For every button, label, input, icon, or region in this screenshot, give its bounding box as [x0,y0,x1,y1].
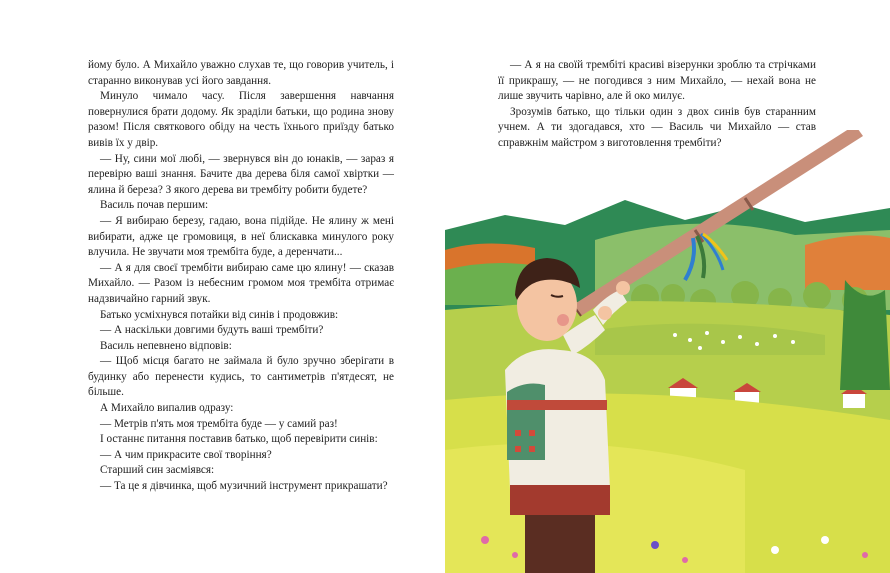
paragraph: Зрозумів батько, що тільки один з двох синів був старанним учнем. А ти здогадався, хто — Василь чи Михайло — став справжнім майстром з виготовлення трембіти? [498,105,816,149]
orange-hill [805,235,890,290]
paragraph: Василь непевнено відповів: [100,339,232,352]
illustration-svg [445,130,890,573]
illustration-boy-with-trembita [445,130,890,573]
paragraph: Минуло чимало часу. Після завершення навчання повернулися брати додому. Як зраділи батьки, що родина знову разом! Після святкового обіду на честь їхнього приїзду батько вивів їх у двір. [88,90,394,149]
left-text-column [88,58,394,495]
paragraph: — Ну, сини мої любі, — звернувся він до юнаків, — зараз я перевірю ваші знання. Бачите два дерева біля самої хвіртки — ялина й береза? З якого дерева ви трембіту робити будете? [88,152,394,196]
paragraph: — Метрів п'ять моя трембіта буде — у самий раз! [100,417,338,430]
paragraph: А Михайло випалив одразу: [100,402,234,415]
paragraph: — Щоб місця багато не займала й було зручно зберігати в будинку або перенести кудись, то сантиметрів п'ятдесят, не більше. [88,355,394,399]
paragraph: — А я на своїй трембіті красиві візерунки зроблю та стрічками її прикрашу, — не погодився з ним Михайло, — нехай вона не лише звучить чарівно, але й око милує. [498,59,816,103]
paragraph: — А я для своєї трембіти вибираю саме цю ялину! — сказав Михайло. — Разом із небесним громом моя трембіта отримає надзвичайно гарний звук. [88,261,394,305]
paragraph: Старший син засміявся: [100,464,215,477]
paragraph: — Та це я дівчинка, щоб музичний інструмент прикрашати? [100,480,388,493]
paragraph: йому було. А Михайло уважно слухав те, що говорив учитель, і старанно виконував усі його завдання. [88,59,394,87]
paragraph: Василь почав першим: [100,199,209,212]
paragraph: І останнє питання поставив батько, щоб перевірити синів: [100,433,378,446]
dark-tree [840,280,890,390]
paragraph: — Я вибираю березу, гадаю, вона підійде. Не ялину ж мені вибирати, адже це громовиця, в неї блискавка минулого року влучила. Не звучати моя трембіта буде, а деренчати... [88,214,394,259]
paragraph: — А наскільки довгими будуть ваші трембіти? [100,324,324,337]
paragraph: Батько усміхнувся потайки від синів і продовжив: [100,308,339,321]
paragraph: — А чим прикрасите свої творіння? [100,448,272,461]
